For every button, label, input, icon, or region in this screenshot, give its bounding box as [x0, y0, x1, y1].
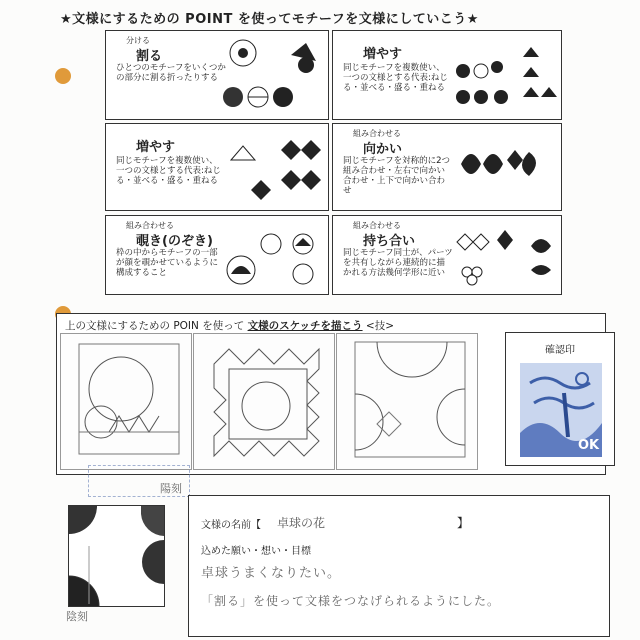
- teacher-stamp: [520, 363, 602, 457]
- card-heading: 覗き(のぞき): [136, 234, 213, 249]
- sketch-title-pre: 上の文様にするための POIN を使って: [65, 320, 245, 332]
- point-card-waru: [105, 30, 329, 120]
- point-card-fuyasu: [332, 30, 562, 120]
- card-heading: 増やす: [136, 140, 176, 155]
- pattern-name-label: 文様の名前【: [201, 520, 261, 531]
- card-description: 同じモチーフを複数使い、一つの文様とする代表:ねじる・並べる・盛る・重ねる: [116, 156, 221, 186]
- card-heading: 増やす: [363, 47, 403, 62]
- pencil-note-top: 陽刻: [160, 482, 182, 495]
- pencil-note-bottom: 陰刻: [66, 610, 88, 623]
- card-tag: 組み合わせる: [126, 221, 174, 230]
- sketch-section-title: [65, 318, 394, 333]
- card-description: 同じモチーフを対称的に2つ組み合わせ・左右で向かい合わせ・上下で向かい合わせ: [343, 156, 450, 196]
- final-pattern-sketch: [68, 505, 165, 607]
- pattern-name-value: 卓球の花: [277, 516, 326, 530]
- card-description: 枠の中からモチーフの一部が顔を覗かせているように構成すること: [116, 248, 219, 278]
- kasaneru-illustration: [221, 130, 325, 206]
- mukai-illustration: [451, 130, 557, 206]
- pattern-name-section: [188, 495, 610, 637]
- wish-label: 込めた願い・想い・目標: [201, 546, 311, 557]
- card-tag: 組み合わせる: [353, 221, 401, 230]
- sketch-title-bold: 文様のスケッチを描こう: [247, 320, 363, 332]
- waru-illustration: [221, 35, 326, 115]
- binder-hole: [55, 68, 71, 84]
- sketch-box-3: [336, 333, 478, 470]
- card-heading: 割る: [136, 49, 163, 64]
- sketch-box-1: [60, 333, 192, 470]
- point-card-mochiai: [332, 215, 562, 295]
- point-card-fuyasu-2: [105, 123, 329, 211]
- fuyasu-illustration: [451, 37, 557, 115]
- card-tag: 組み合わせる: [353, 129, 401, 138]
- card-heading: 向かい: [363, 142, 403, 157]
- stamp-ok-text: OK: [578, 438, 600, 453]
- sketch-box-2: [193, 333, 335, 470]
- card-description: 同じモチーフ同士が、パーツを共有しながら連続的に描かれる方法幾何学形に近い: [343, 248, 453, 278]
- card-tag: 分ける: [126, 36, 150, 45]
- final-pattern-drawing: [69, 506, 164, 606]
- mochiai-illustration: [451, 222, 557, 290]
- sketch-title-post: <技>: [365, 320, 395, 332]
- point-card-nozoki: [105, 215, 329, 295]
- card-heading: 持ち合い: [363, 234, 416, 249]
- confirmation-stamp-box: [505, 332, 615, 466]
- worksheet-title: ★文様にするための POINT を使ってモチーフを文様にしていこう★: [60, 12, 479, 27]
- nozoki-illustration: [221, 222, 325, 290]
- wish-line-2: 「割る」を使って文様をつなげられるようにした。: [201, 594, 501, 608]
- point-card-mukai: [332, 123, 562, 211]
- wish-line-1: 卓球うまくなりたい。: [201, 566, 342, 581]
- stamp-label: 確認印: [545, 345, 575, 356]
- card-description: 同じモチーフを複数使い、一つの文様とする代表:ねじる・並べる・盛る・重ねる: [343, 63, 448, 93]
- card-description: ひとつのモチーフをいくつかの部分に割る折ったりする: [116, 63, 226, 83]
- pattern-name-bracket-end: 】: [457, 516, 470, 530]
